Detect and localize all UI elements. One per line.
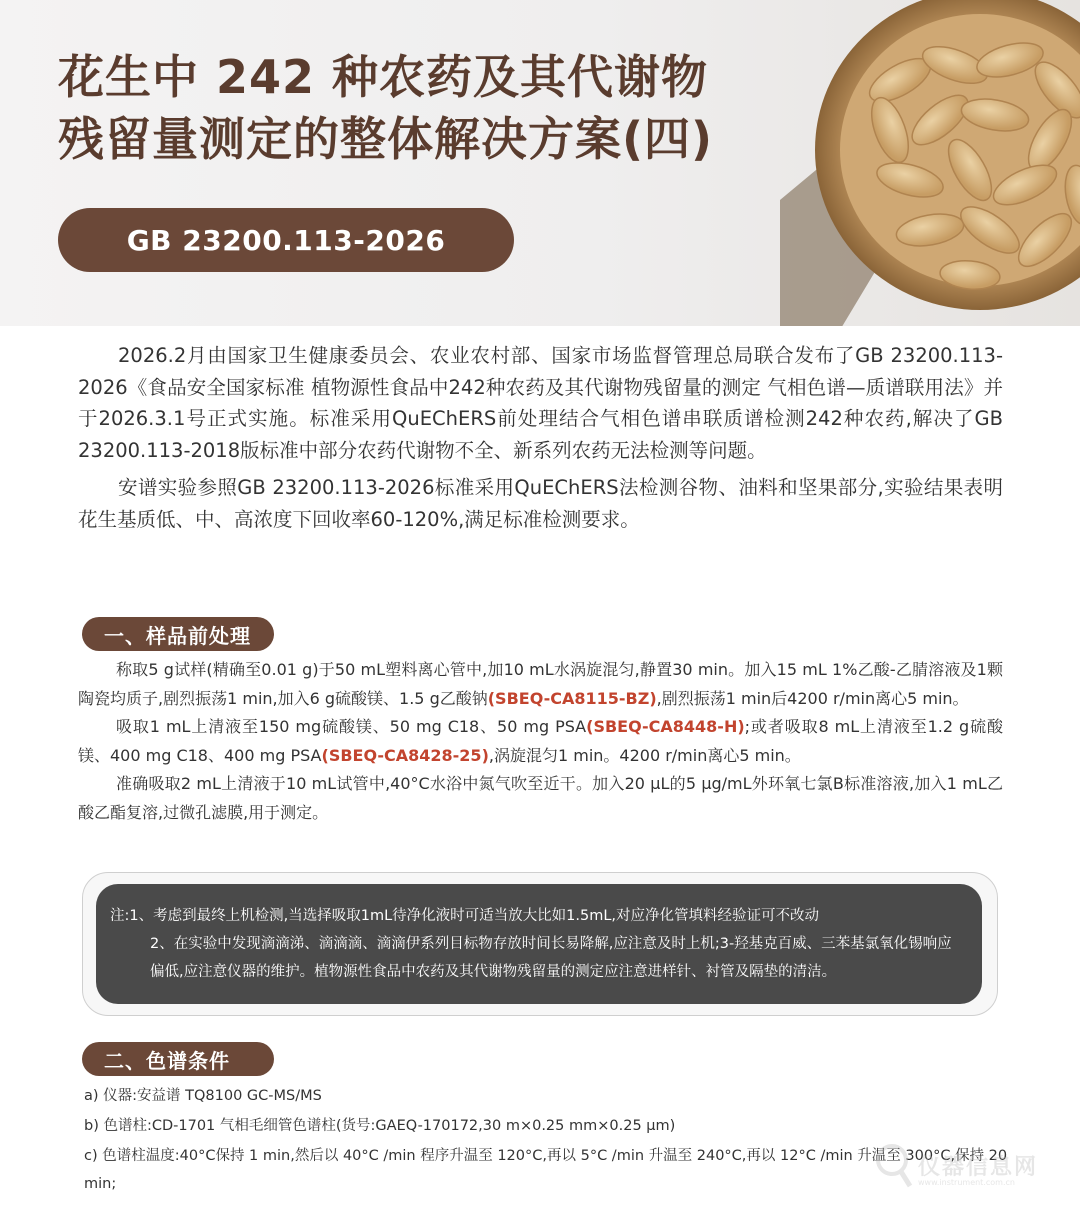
condition-column: b) 色谱柱:CD-1701 气相毛细管色谱柱(货号:GAEQ-170172,30 m×0.25 mm×0.25 μm) (84, 1118, 676, 1134)
prep-text: ,涡旋混匀1 min。4200 r/min离心5 min。 (488, 745, 801, 765)
prep-text: ,剧烈振荡1 min后4200 r/min离心5 min。 (656, 688, 969, 708)
prep-paragraph-3: 准确吸取2 mL上清液于10 mL试管中,40°C水浴中氮气吹至近干。加入20 μL的5 μg/mL外环氧七氯B标准溶液,加入1 mL乙酸乙酯复溶,过微孔滤膜,用于测定。 (78, 774, 1003, 822)
prep-text: 称取5 g试样(精确至0.01 g)于50 mL塑料离心管中,加10 mL水涡旋混匀,静置30 min。加入15 mL 1%乙酸-乙腈溶液及1颗陶瓷均质子,剧烈振荡1 min,加入6 g硫酸镁、1.5 g乙酸钠 (78, 660, 1003, 708)
peanut-basket-image (780, 0, 1080, 326)
standard-badge: GB 23200.113-2026 (58, 208, 514, 272)
product-code: (SBEQ-CA8448-H) (586, 717, 745, 736)
prep-text: 吸取1 mL上清液至150 mg硫酸镁、50 mg C18、50 mg PSA (116, 717, 587, 736)
product-code: (SBEQ-CA8428-25) (321, 745, 489, 765)
hero-banner (0, 0, 1080, 326)
intro-paragraph-2: 安谱实验参照GB 23200.113-2026标准采用QuEChERS法检测谷物、油料和坚果部分,实验结果表明花生基质低、中、高浓度下回收率60-120%,满足标准检测要求。 (78, 476, 1003, 531)
sample-prep-text (78, 656, 1003, 827)
page-title (58, 46, 713, 170)
note-line-1: 注:1、考虑到最终上机检测,当选择吸取1mL待净化液时可适当放大比如1.5mL,对应净化管填料经验证可不改动 (110, 908, 820, 924)
prep-text: ;或者吸取8 mL上清液至1.2 g硫酸镁、400 mg C18、400 mg PSA (78, 717, 1003, 765)
section-heading-sample-prep: 一、样品前处理 (82, 617, 274, 651)
intro-text (78, 340, 1003, 541)
title-line-1: 花生中 242 种农药及其代谢物 (58, 50, 709, 104)
note-line-2: 2、在实验中发现滴滴涕、滴滴滴、滴滴伊系列目标物存放时间长易降解,应注意及时上机;3-羟基克百威、三苯基氯氧化锡响应偏低,应注意仪器的维护。植物源性食品中农药及其代谢物残留量的测定应注意进样针、衬管及隔垫的清洁。 (150, 936, 952, 980)
watermark-logo-icon (870, 1140, 914, 1190)
condition-instrument: a) 仪器:安益谱 TQ8100 GC-MS/MS (84, 1088, 322, 1104)
prep-paragraph-1 (78, 656, 1003, 713)
prep-paragraph-2 (78, 713, 1003, 770)
section-heading-chromatography: 二、色谱条件 (82, 1042, 274, 1076)
watermark-text: 仪器信息网 (918, 1155, 1039, 1180)
condition-temperature: c) 色谱柱温度:40°C保持 1 min,然后以 40°C /min 程序升温至 120°C,再以 5°C /min 升温至 240°C,再以 12°C /min 升温至 300°C,保持 20 min; (84, 1148, 1008, 1192)
title-line-2: 残留量测定的整体解决方案(四) (58, 112, 714, 166)
note-box (96, 884, 982, 1004)
watermark-url: www.instrument.com.cn (918, 1178, 1015, 1187)
product-code: (SBEQ-CA8115-BZ) (487, 688, 657, 708)
watermark (870, 1140, 1070, 1200)
intro-paragraph-1: 2026.2月由国家卫生健康委员会、农业农村部、国家市场监督管理总局联合发布了GB 23200.113-2026《食品安全国家标准 植物源性食品中242种农药及其代谢物残留量的测定 气相色谱—质谱联用法》并于2026.3.1号正式实施。标准采用QuEChERS前处理结合气相色谱串联质谱检测242种农药,解决了GB 23200.113-2018版标准中部分农药代谢物不全、新系列农药无法检测等问题。 (78, 344, 1003, 462)
